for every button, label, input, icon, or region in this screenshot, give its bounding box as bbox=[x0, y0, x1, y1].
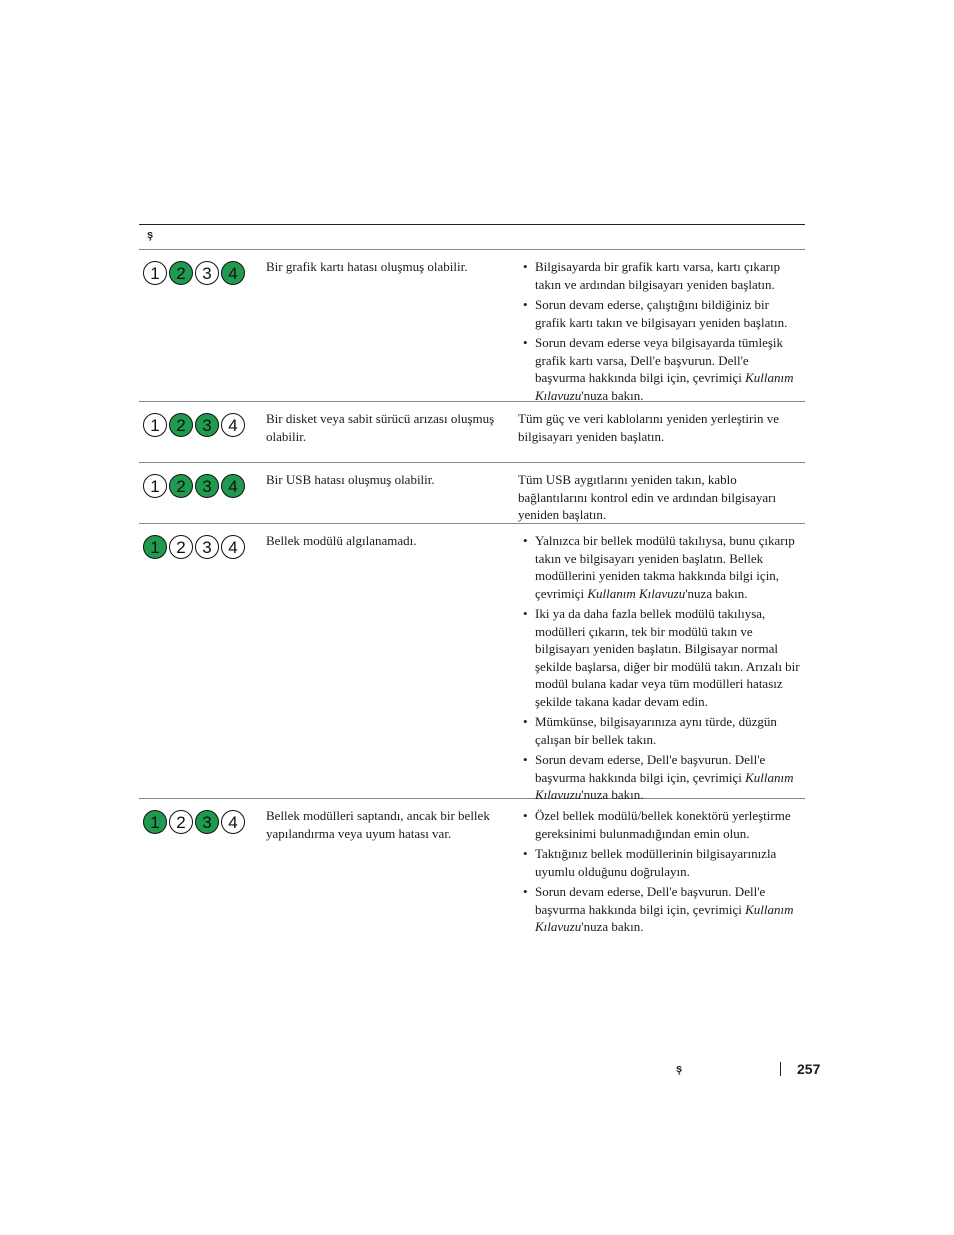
suggested-resolution bbox=[518, 258, 801, 407]
table-row bbox=[139, 250, 805, 402]
diagnostic-light-1: 1 bbox=[143, 535, 167, 559]
resolution-list bbox=[518, 532, 801, 804]
resolution-item: • Sorun devam ederse, çalıştığını bildiğiniz bir grafik kartı takın ve bilgisayarı yeniden başlatın. bbox=[523, 297, 788, 330]
resolution-item: • Yalnızca bir bellek modülü takılıysa, bunu çıkarıp takın ve bilgisayarı yeniden başlatın. Bellek modüllerini yeniden takma hakkında bilgi için, çevrimiçi Kullanım Kılavuzu'nuza bakın. bbox=[523, 533, 795, 601]
resolution-item: • Bilgisayarda bir grafik kartı varsa, kartı çıkarıp takın ve ardından bilgisayarı yeniden başlatın. bbox=[523, 259, 781, 292]
problem-description: Bellek modülü algılanamadı. bbox=[266, 533, 417, 548]
table-row bbox=[139, 402, 805, 463]
diagnostic-light-3: 3 bbox=[195, 810, 219, 834]
diagnostic-light-1: 1 bbox=[143, 413, 167, 437]
diagnostic-light-pattern bbox=[143, 413, 245, 437]
diagnostic-light-3: 3 bbox=[195, 535, 219, 559]
diagnostic-light-pattern bbox=[143, 474, 245, 498]
diagnostic-light-4: 4 bbox=[221, 474, 245, 498]
diagnostic-light-pattern bbox=[143, 535, 245, 559]
diagnostic-lights-table bbox=[139, 224, 805, 949]
diagnostic-light-2: 2 bbox=[169, 413, 193, 437]
resolution-item: • Sorun devam ederse veya bilgisayarda tümleşik grafik kartı varsa, Dell'e başvurun. Dell'e başvurma hakkında bilgi için, çevrimiçi Kullanım Kılavuzu'nuza bakın. bbox=[523, 335, 794, 403]
table-row bbox=[139, 799, 805, 949]
table-header-label: ş bbox=[147, 229, 154, 241]
diagnostic-light-2: 2 bbox=[169, 474, 193, 498]
problem-description: Bir USB hatası oluşmuş olabilir. bbox=[266, 472, 435, 487]
table-row bbox=[139, 463, 805, 524]
page-number: 257 bbox=[797, 1061, 821, 1077]
diagnostic-light-1: 1 bbox=[143, 474, 167, 498]
resolution-item: • Taktığınız bellek modüllerinin bilgisayarınızla uyumlu olduğunu doğrulayın. bbox=[523, 846, 777, 879]
diagnostic-light-4: 4 bbox=[221, 413, 245, 437]
suggested-resolution bbox=[518, 532, 801, 807]
suggested-resolution: Tüm USB aygıtlarını yeniden takın, kablo bağlantılarını kontrol edin ve ardından bilgisayarı yeniden başlatın. bbox=[518, 472, 777, 522]
resolution-item: • Özel bellek modülü/bellek konektörü yerleştirme gereksinimi bulunmadığından emin olun. bbox=[523, 808, 791, 841]
resolution-item: • Mümkünse, bilgisayarınıza aynı türde, düzgün çalışan bir bellek takın. bbox=[523, 714, 777, 747]
resolution-list bbox=[518, 807, 801, 936]
resolution-item: • Sorun devam ederse, Dell'e başvurun. Dell'e başvurma hakkında bilgi için, çevrimiçi Kullanım Kılavuzu'nuza bakın. bbox=[523, 884, 794, 934]
diagnostic-light-4: 4 bbox=[221, 535, 245, 559]
resolution-list bbox=[518, 258, 801, 404]
suggested-resolution: Tüm güç ve veri kablolarını yeniden yerleştirin ve bilgisayarı yeniden başlatın. bbox=[518, 411, 779, 444]
resolution-item: • Sorun devam ederse, Dell'e başvurun. Dell'e başvurma hakkında bilgi için, çevrimiçi Kullanım Kılavuzu'nuza bakın. bbox=[523, 752, 794, 802]
diagnostic-light-1: 1 bbox=[143, 261, 167, 285]
problem-description: Bir disket veya sabit sürücü arızası oluşmuş olabilir. bbox=[266, 411, 495, 444]
diagnostic-light-2: 2 bbox=[169, 535, 193, 559]
problem-description: Bellek modülleri saptandı, ancak bir bellek yapılandırma veya uyum hatası var. bbox=[266, 808, 490, 841]
table-row bbox=[139, 524, 805, 802]
resolution-item: • Iki ya da daha fazla bellek modülü takılıysa, modülleri çıkarın, tek bir modülü takın ve bilgisayarı yeniden başlatın. Bilgisayar normal şekilde başlarsa, diğer bir modülü takın. Arızalı bir modül bulana kadar veya tüm modülleri hatasız şekilde takana kadar devam edin. bbox=[523, 606, 800, 709]
diagnostic-light-1: 1 bbox=[143, 810, 167, 834]
diagnostic-light-3: 3 bbox=[195, 261, 219, 285]
suggested-resolution bbox=[518, 807, 801, 939]
diagnostic-light-3: 3 bbox=[195, 413, 219, 437]
diagnostic-light-pattern bbox=[143, 810, 245, 834]
diagnostic-light-2: 2 bbox=[169, 810, 193, 834]
diagnostic-light-4: 4 bbox=[221, 261, 245, 285]
diagnostic-light-pattern bbox=[143, 261, 245, 285]
table-header bbox=[139, 225, 805, 250]
footer-section-char: ş bbox=[676, 1063, 683, 1075]
footer-divider bbox=[780, 1062, 781, 1076]
diagnostic-light-2: 2 bbox=[169, 261, 193, 285]
problem-description: Bir grafik kartı hatası oluşmuş olabilir. bbox=[266, 259, 468, 274]
diagnostic-light-3: 3 bbox=[195, 474, 219, 498]
diagnostic-light-4: 4 bbox=[221, 810, 245, 834]
